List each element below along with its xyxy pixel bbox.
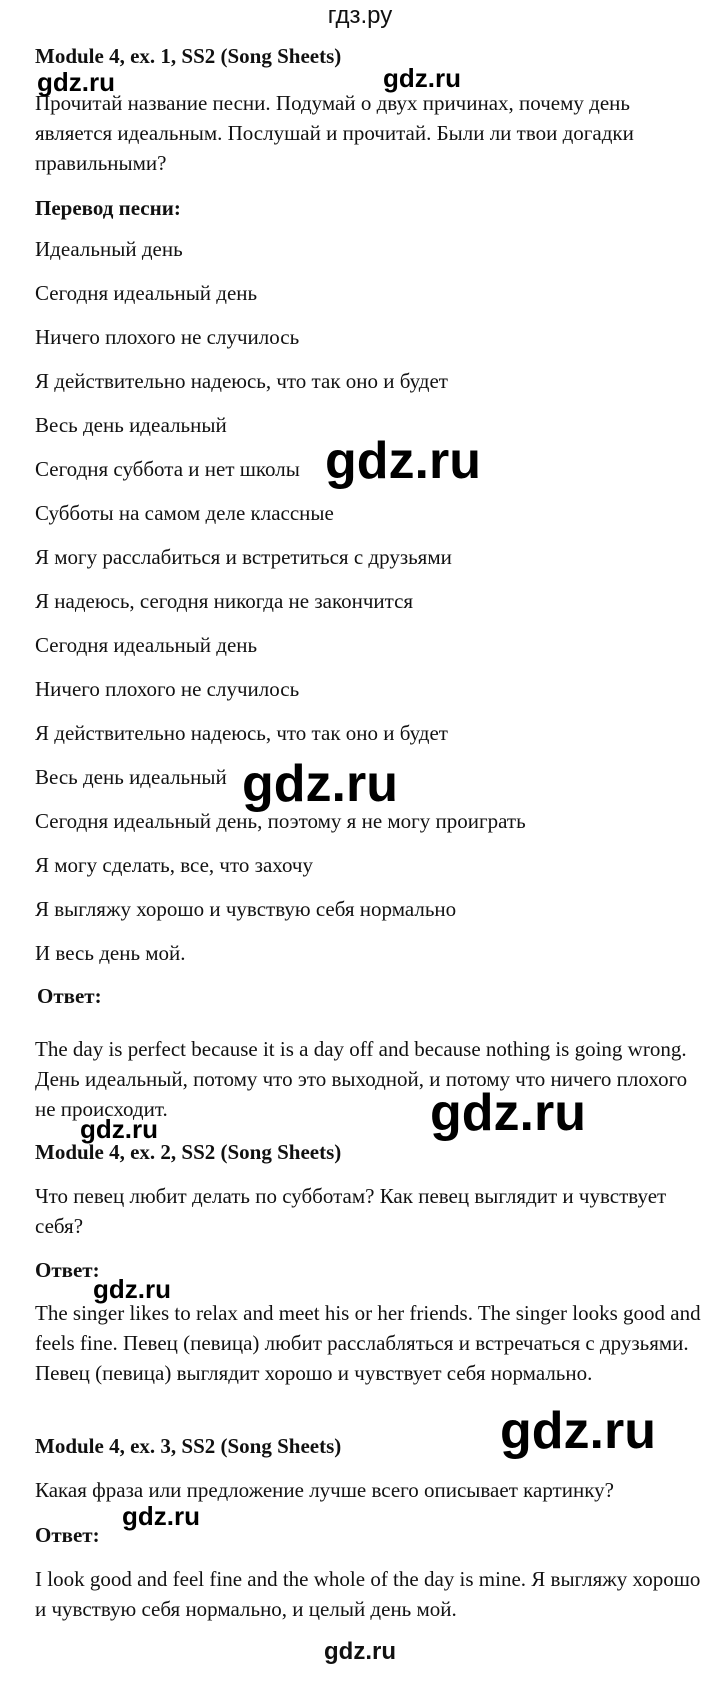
- section1-title: Module 4, ex. 1, SS2 (Song Sheets): [35, 44, 342, 68]
- section1-instruction: Прочитай название песни. Подумай о двух причинах, почему день является идеальным. Послушай и прочитай. Были ли твои догадки правильными?: [35, 91, 634, 175]
- lyric-line: И весь день мой.: [35, 941, 186, 965]
- section1-answer-label: Ответ:: [37, 984, 102, 1008]
- watermark-large: gdz.ru: [242, 755, 398, 813]
- watermark-large: gdz.ru: [500, 1402, 656, 1460]
- section3-question: Какая фраза или предложение лучше всего описывает картинку?: [35, 1478, 614, 1502]
- lyric-line: Весь день идеальный: [35, 765, 227, 789]
- watermark-large: gdz.ru: [325, 432, 481, 490]
- watermark-small: gdz.ru: [80, 1114, 158, 1144]
- lyric-line: Я выгляжу хорошо и чувствую себя нормально: [35, 897, 457, 921]
- watermark-large: gdz.ru: [430, 1084, 586, 1142]
- lyric-line: Сегодня идеальный день: [35, 281, 258, 305]
- watermark-small: gdz.ru: [93, 1274, 171, 1304]
- lyric-line: Ничего плохого не случилось: [35, 325, 300, 349]
- lyric-line: Сегодня идеальный день, поэтому я не могу проиграть: [35, 809, 526, 833]
- watermark-small: gdz.ru: [122, 1501, 200, 1531]
- site-footer-title: gdz.ru: [324, 1638, 396, 1665]
- section3-answer: I look good and feel fine and the whole of the day is mine. Я выгляжу хорошо и чувствую себя нормально, и целый день мой.: [35, 1567, 701, 1621]
- lyric-line: Я действительно надеюсь, что так оно и будет: [35, 369, 448, 393]
- lyric-line: Я могу сделать, все, что захочу: [35, 853, 313, 877]
- section2-title: Module 4, ex. 2, SS2 (Song Sheets): [35, 1140, 342, 1164]
- section2-question: Что певец любит делать по субботам? Как певец выглядит и чувствует себя?: [35, 1184, 667, 1238]
- section2-answer-label: Ответ:: [35, 1258, 100, 1282]
- watermark-small: gdz.ru: [383, 63, 461, 93]
- lyric-line: Я могу расслабиться и встретиться с друзьями: [35, 545, 452, 569]
- section1-answer: The day is perfect because it is a day off and because nothing is going wrong. День идеальный, потому что это выходной, и потому что ничего плохого не происходит.: [35, 1037, 688, 1121]
- lyric-line: Субботы на самом деле классные: [35, 501, 334, 525]
- lyric-line: Сегодня идеальный день: [35, 633, 258, 657]
- lyric-line: Весь день идеальный: [35, 413, 227, 437]
- lyric-line: Я действительно надеюсь, что так оно и будет: [35, 721, 448, 745]
- section3-title: Module 4, ex. 3, SS2 (Song Sheets): [35, 1434, 342, 1458]
- lyric-line: Сегодня суббота и нет школы: [35, 457, 300, 481]
- section3-answer-label: Ответ:: [35, 1523, 100, 1547]
- lyric-line: Я надеюсь, сегодня никогда не закончится: [35, 589, 414, 613]
- lyric-line: Ничего плохого не случилось: [35, 677, 300, 701]
- lyric-line: Идеальный день: [35, 237, 183, 261]
- watermark-small: gdz.ru: [37, 67, 115, 97]
- section1-translation-title: Перевод песни:: [35, 196, 181, 220]
- site-header-title: гдз.ру: [327, 2, 393, 29]
- section2-answer: The singer likes to relax and meet his or her friends. The singer looks good and feels fine. Певец (певица) любит расслабляться и встречаться с друзьями. Певец (певица) выглядит хорошо и чувствует себя нормально.: [35, 1301, 701, 1385]
